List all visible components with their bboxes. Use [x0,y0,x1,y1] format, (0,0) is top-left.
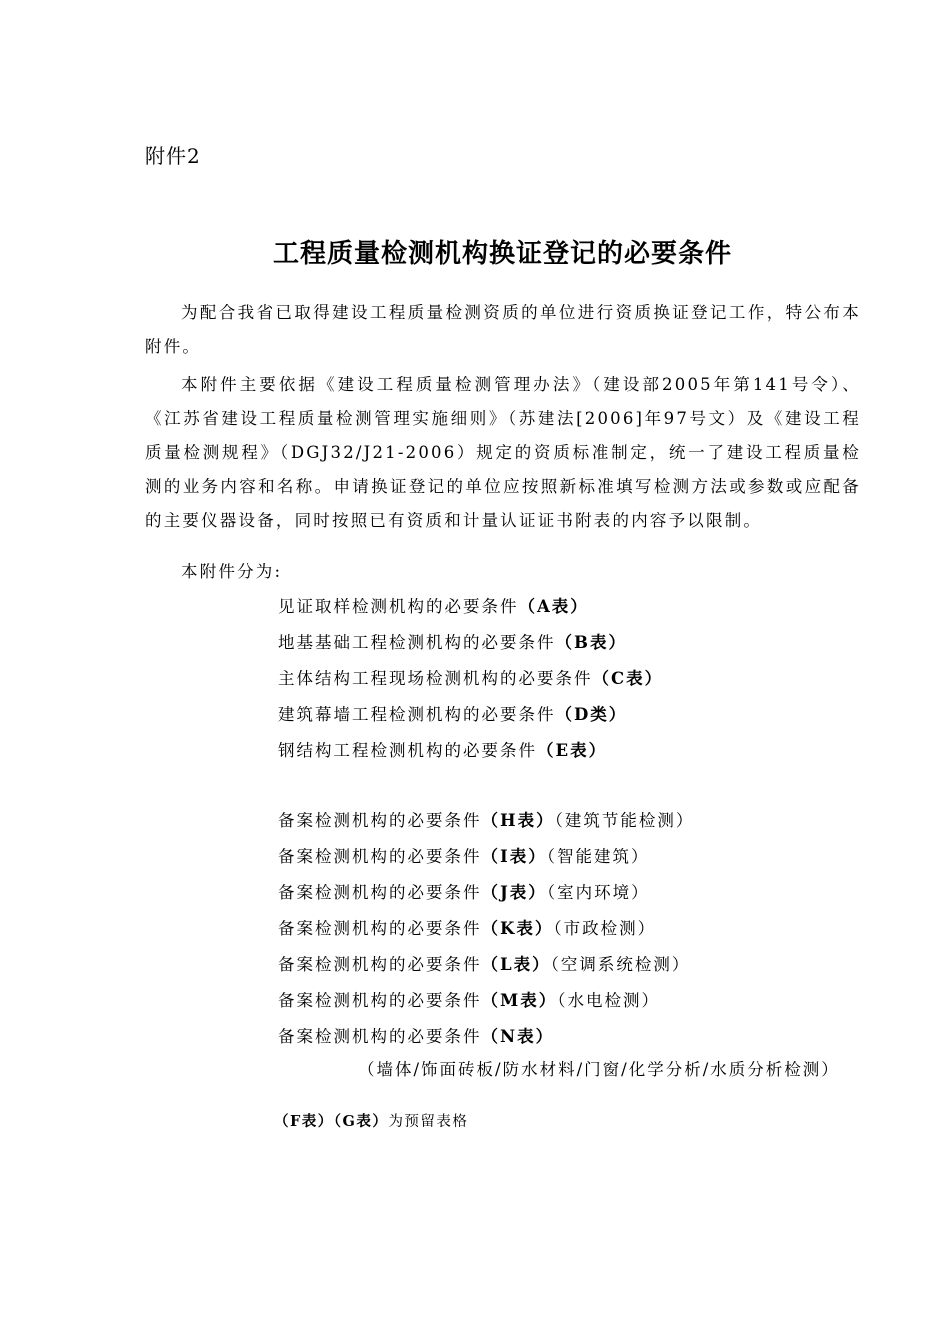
list-item-text: 地基基础工程检测机构的必要条件 [278,633,556,652]
table-code: （E表） [537,741,608,760]
paragraph-text: 本附件主要依据《建设工程质量检测管理办法》（建设部2005年第141号令）、《江苏省建设工程质量检测管理实施细则》（苏建法[2006]年97号文）及《建设工程质量检测规程》（DGJ32/J21-2006）规定的资质标准制定，统一了建设工程质量检测的业务内容和名称。申请换证登记的单位应按照新标准填写检测方法或参数或应配备的主要仪器设备，同时按照已有资质和计量认证证书附表的内容予以限制。 [145,375,861,530]
reserved-tables-note [274,1104,468,1140]
paragraph-text: 本附件分为: [181,562,283,581]
table-code: （N表） [481,1027,555,1046]
list-item [278,911,694,947]
table-code: （K表） [481,919,554,938]
table-code: （D类） [555,705,628,724]
paragraph-intro [145,296,861,364]
table-code: （H表） [481,811,555,830]
page-title: 工程质量检测机构换证登记的必要条件 [272,239,732,269]
paragraph-division [145,555,861,589]
list-item [278,1019,694,1055]
list-item-text: 见证取样检测机构的必要条件 [278,597,519,616]
list-item [278,661,663,697]
paragraph-text: 为配合我省已取得建设工程质量检测资质的单位进行资质换证登记工作，特公布本附件。 [145,303,861,356]
reserved-text: 为预留表格 [388,1114,469,1130]
list-item [278,733,663,769]
table-note: （市政检测） [553,919,657,938]
list-item-text: 备案检测机构的必要条件 [278,1027,482,1046]
table-note: （智能建筑） [546,847,650,866]
list-item [278,983,694,1019]
table-note: （空调系统检测） [550,955,691,974]
paragraph-basis [145,368,861,538]
list-item [278,625,663,661]
list-item [278,947,694,983]
list-item-text: 备案检测机构的必要条件 [278,811,482,830]
list-item [278,589,663,625]
table-code: （C表） [592,669,664,688]
table-code: （J表） [481,883,547,902]
record-tables-list [278,803,694,1055]
list-item-text: 建筑幕墙工程检测机构的必要条件 [278,705,556,724]
list-item-text: 备案检测机构的必要条件 [278,955,482,974]
list-item-text: 主体结构工程现场检测机构的必要条件 [278,669,593,688]
reserved-codes: （F表）（G表） [274,1113,389,1130]
table-code: （I表） [481,847,547,866]
list-item-text: 备案检测机构的必要条件 [278,919,482,938]
list-item-text: 备案检测机构的必要条件 [278,991,482,1010]
list-item-text: 备案检测机构的必要条件 [278,883,482,902]
list-item [278,803,694,839]
list-item-text: 钢结构工程检测机构的必要条件 [278,741,537,760]
main-tables-list [278,589,663,769]
attachment-label: 附件2 [145,144,201,168]
table-note: （室内环境） [546,883,650,902]
table-note: （建筑节能检测） [554,811,695,830]
table-code: （L表） [481,955,551,974]
list-item [278,839,694,875]
list-item [278,875,694,911]
n-table-note: （墙体/饰面砖板/防水材料/门窗/化学分析/水质分析检测） [358,1060,840,1079]
table-code: （A表） [518,597,589,616]
list-item-text: 备案检测机构的必要条件 [278,847,482,866]
table-note: （水电检测） [557,991,661,1010]
table-code: （B表） [555,633,627,652]
table-code: （M表） [481,991,558,1010]
list-item [278,697,663,733]
